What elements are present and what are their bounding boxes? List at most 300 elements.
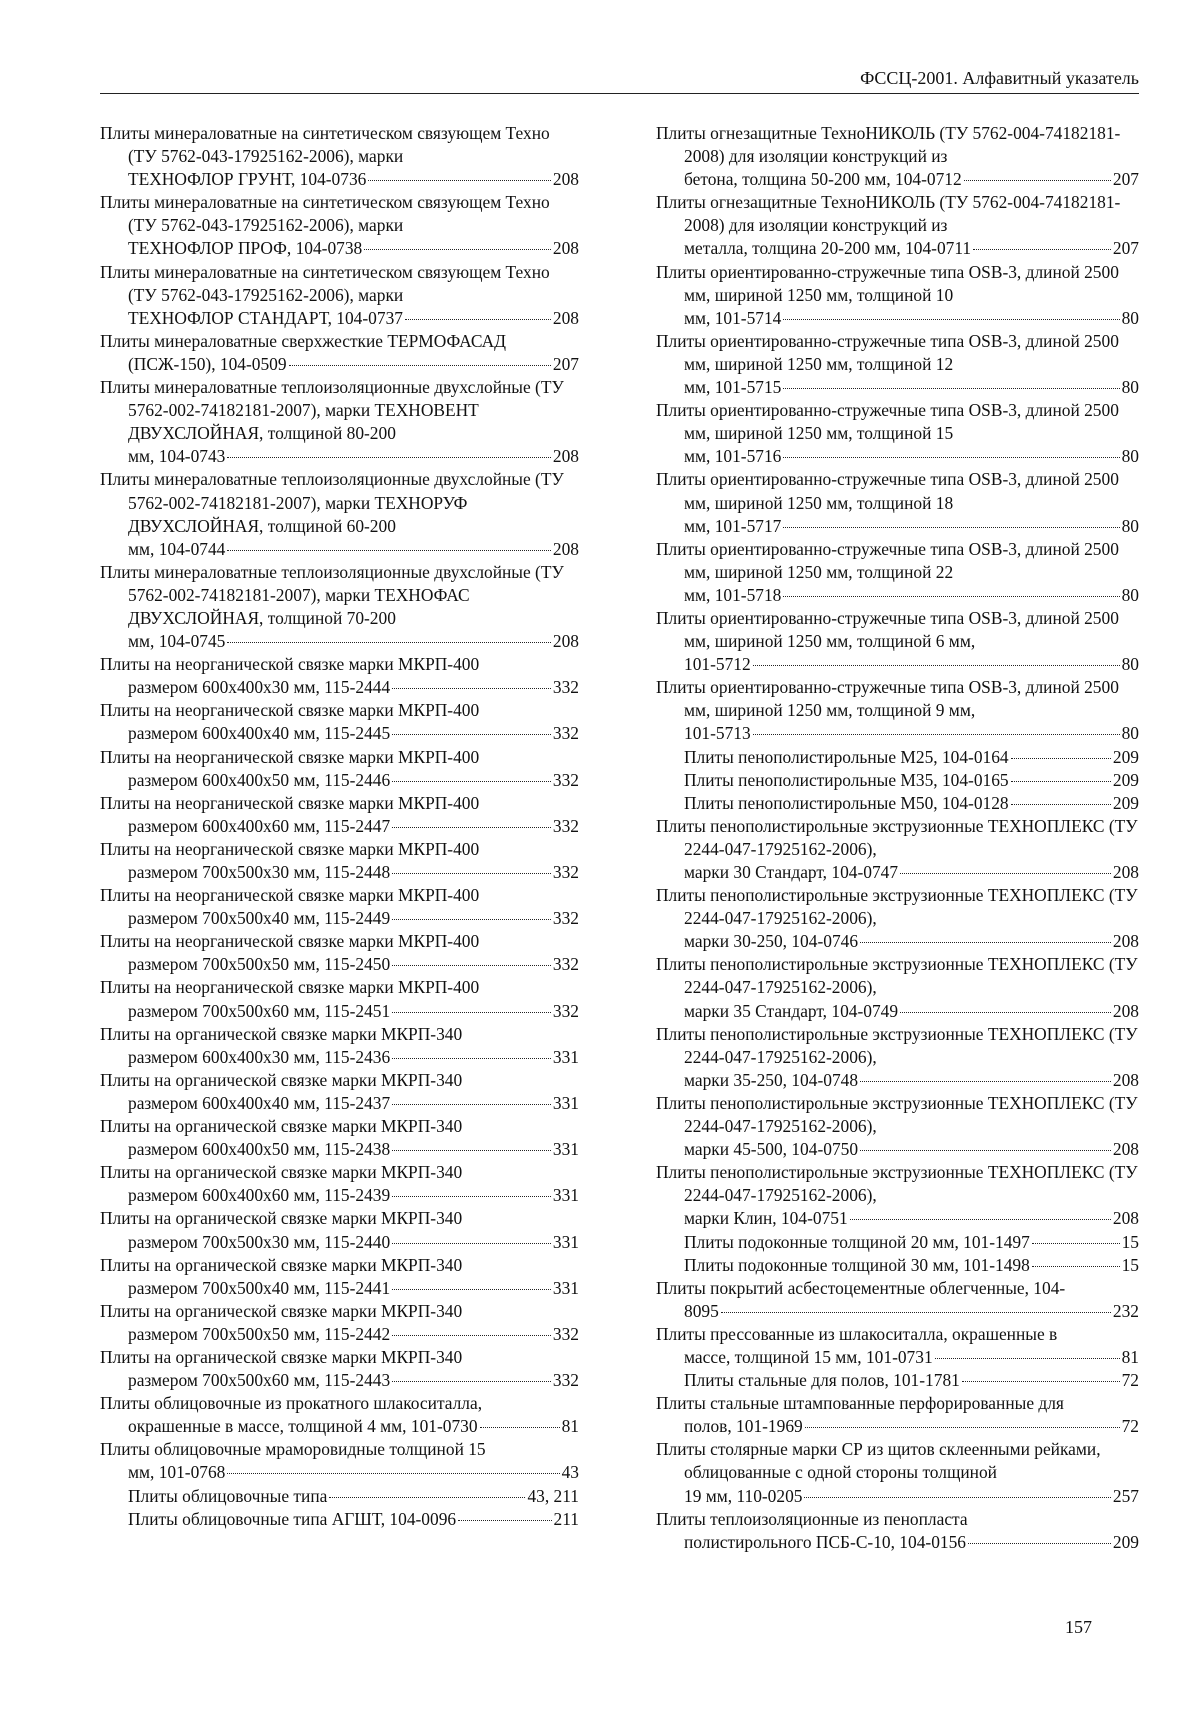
entry-page-ref: 332: [552, 954, 579, 975]
entry-text: Плиты минераловатные теплоизоляционные двухслойные (ТУ 5762-002-74182181-2007), марки ТЕХНОВЕНТ ДВУХСЛОЙНАЯ, толщиной 80-200: [100, 377, 564, 444]
entry-last-line: [128, 1046, 579, 1069]
entry-last-line: [128, 1231, 579, 1254]
dot-leader: [1011, 758, 1111, 759]
entry-page-ref: 332: [552, 815, 579, 836]
dot-leader: [900, 873, 1111, 874]
entry-tail-text: размером 700х500х50 мм, 115-2450: [128, 954, 391, 975]
entry-text: Плиты пенополистирольные экструзионные ТЕХНОПЛЕКС (ТУ 2244-047-17925162-2006),: [656, 954, 1138, 998]
entry-tail-text: размером 600х400х60 мм, 115-2447: [128, 815, 391, 836]
dot-leader: [405, 319, 551, 320]
entry-last-line: [684, 1138, 1139, 1161]
entry-text: Плиты ориентированно-стружечные типа OSB-3, длиной 2500 мм, шириной 1250 мм, толщиной 18: [656, 469, 1119, 513]
dot-leader: [968, 1543, 1111, 1544]
entry-last-line: [128, 237, 579, 260]
entry-page-ref: 331: [552, 1185, 579, 1206]
entry-page-ref: 232: [1112, 1300, 1139, 1321]
header-title: ФССЦ-2001. Алфавитный указатель: [860, 68, 1139, 88]
entry-text: Плиты на неорганической связке марки МКРП-400: [100, 792, 480, 813]
entry-page-ref: 72: [1121, 1416, 1139, 1437]
entry-tail-text: Плиты облицовочные типа АГШТ, 104-0096: [128, 1508, 457, 1529]
index-entry: [100, 468, 579, 560]
entry-page-ref: 80: [1121, 515, 1139, 536]
entry-text: Плиты пенополистирольные экструзионные ТЕХНОПЛЕКС (ТУ 2244-047-17925162-2006),: [656, 885, 1138, 929]
entry-text: Плиты облицовочные из прокатного шлакоситалла,: [100, 1393, 483, 1414]
index-entry: [656, 676, 1139, 745]
entry-last-line: [128, 1277, 579, 1300]
entry-last-line: [684, 307, 1139, 330]
index-entry: [656, 746, 1139, 769]
dot-leader: [935, 1358, 1120, 1359]
entry-tail-text: Плиты пенополистирольные М50, 104-0128: [684, 792, 1009, 813]
entry-text: Плиты ориентированно-стружечные типа OSB-3, длиной 2500 мм, шириной 1250 мм, толщиной 15: [656, 400, 1119, 444]
dot-leader: [392, 873, 551, 874]
entry-page-ref: 332: [552, 1323, 579, 1344]
entry-tail-text: размером 700х500х40 мм, 115-2441: [128, 1277, 391, 1298]
dot-leader: [329, 1497, 525, 1498]
index-entry: [100, 1485, 579, 1508]
entry-page-ref: 81: [1121, 1346, 1139, 1367]
entry-last-line: [128, 953, 579, 976]
entry-last-line: [128, 168, 579, 191]
dot-leader: [962, 1381, 1120, 1382]
entry-page-ref: 80: [1121, 377, 1139, 398]
entry-text: Плиты пенополистирольные экструзионные ТЕХНОПЛЕКС (ТУ 2244-047-17925162-2006),: [656, 1162, 1138, 1206]
entry-text: Плиты на органической связке марки МКРП-340: [100, 1069, 463, 1090]
dot-leader: [783, 527, 1119, 528]
dot-leader: [1032, 1266, 1120, 1267]
dot-leader: [805, 1427, 1120, 1428]
entry-last-line: [128, 538, 579, 561]
entry-text: Плиты прессованные из шлакоситалла, окрашенные в: [656, 1323, 1058, 1344]
entry-tail-text: размером 700х500х60 мм, 115-2443: [128, 1370, 391, 1391]
entry-page-ref: 209: [1112, 792, 1139, 813]
index-entry: [100, 884, 579, 930]
entry-page-ref: 207: [1112, 169, 1139, 190]
dot-leader: [392, 1012, 551, 1013]
entry-last-line: [684, 1415, 1139, 1438]
entry-page-ref: 208: [552, 446, 579, 467]
entry-page-ref: 208: [1112, 1208, 1139, 1229]
index-entry: [656, 399, 1139, 468]
entry-text: Плиты минераловатные теплоизоляционные двухслойные (ТУ 5762-002-74182181-2007), марки ТЕХНОРУФ ДВУХСЛОЙНАЯ, толщиной 60-200: [100, 469, 564, 536]
entry-tail-text: ТЕХНОФЛОР СТАНДАРТ, 104-0737: [128, 307, 403, 328]
entry-page-ref: 332: [552, 862, 579, 882]
index-entry: [100, 930, 579, 976]
entry-tail-text: ТЕХНОФЛОР ПРОФ, 104-0738: [128, 238, 363, 259]
index-entry: [656, 1323, 1139, 1369]
entry-tail-text: марки 30 Стандарт, 104-0747: [684, 862, 899, 882]
entry-last-line: [684, 792, 1139, 815]
entry-last-line: [684, 1369, 1139, 1392]
dot-leader: [1032, 1243, 1120, 1244]
dot-leader: [964, 180, 1111, 181]
entry-tail-text: мм, 101-0768: [128, 1462, 226, 1483]
index-entry: [100, 1207, 579, 1253]
entry-tail-text: Плиты стальные для полов, 101-1781: [684, 1370, 960, 1391]
entry-tail-text: размером 600х400х30 мм, 115-2436: [128, 1046, 391, 1067]
entry-last-line: [128, 1000, 579, 1023]
dot-leader: [392, 1104, 551, 1105]
dot-leader: [227, 457, 551, 458]
dot-leader: [1011, 781, 1111, 782]
index-entry: [656, 953, 1139, 1022]
entry-page-ref: 207: [552, 353, 579, 374]
entry-last-line: [684, 746, 1139, 769]
index-entry: [100, 122, 579, 191]
entry-page-ref: 332: [552, 769, 579, 790]
entry-last-line: [684, 1346, 1139, 1369]
entry-text: Плиты на неорганической связке марки МКРП-400: [100, 746, 480, 767]
index-entry: [100, 653, 579, 699]
entry-last-line: [128, 1323, 579, 1346]
entry-tail-text: размером 700х500х60 мм, 115-2451: [128, 1000, 391, 1021]
dot-leader: [783, 388, 1119, 389]
entry-text: Плиты на неорганической связке марки МКРП-400: [100, 885, 480, 906]
index-entry: [656, 468, 1139, 537]
entry-text: Плиты на неорганической связке марки МКРП-400: [100, 931, 480, 952]
entry-last-line: [684, 584, 1139, 607]
entry-last-line: [684, 769, 1139, 792]
entry-text: Плиты минераловатные сверхжесткие ТЕРМОФАСАД: [100, 330, 507, 351]
dot-leader: [850, 1219, 1111, 1220]
index-entry: [100, 1392, 579, 1438]
index-entry: [100, 1161, 579, 1207]
entry-last-line: [128, 1369, 579, 1392]
entry-tail-text: размером 700х500х50 мм, 115-2442: [128, 1323, 391, 1344]
entry-page-ref: 15: [1121, 1254, 1139, 1275]
entry-tail-text: размером 600х400х40 мм, 115-2445: [128, 723, 391, 744]
entry-last-line: [684, 237, 1139, 260]
entry-tail-text: размером 600х400х30 мм, 115-2444: [128, 677, 391, 698]
entry-last-line: [684, 722, 1139, 745]
entry-last-line: [684, 376, 1139, 399]
index-entry: [100, 699, 579, 745]
entry-page-ref: 209: [1112, 1531, 1139, 1552]
dot-leader: [392, 1058, 551, 1059]
index-entry: [100, 792, 579, 838]
entry-tail-text: марки 35 Стандарт, 104-0749: [684, 1000, 899, 1021]
entry-last-line: [128, 1184, 579, 1207]
entry-text: Плиты на неорганической связке марки МКРП-400: [100, 654, 480, 675]
entry-tail-text: размером 700х500х40 мм, 115-2449: [128, 908, 391, 929]
entry-last-line: [128, 1485, 579, 1508]
entry-page-ref: 43: [561, 1462, 579, 1483]
dot-leader: [227, 1473, 559, 1474]
entry-tail-text: размером 700х500х30 мм, 115-2448: [128, 862, 391, 882]
entry-tail-text: 101-5712: [684, 654, 751, 675]
entry-last-line: [684, 1254, 1139, 1277]
entry-tail-text: Плиты подоконные толщиной 30 мм, 101-1498: [684, 1254, 1030, 1275]
entry-text: Плиты минераловатные на синтетическом связующем Техно (ТУ 5762-043-17925162-2006), марки: [100, 261, 550, 305]
entry-page-ref: 80: [1121, 584, 1139, 605]
index-column-left: [100, 122, 579, 1531]
entry-last-line: [128, 445, 579, 468]
page-number: 157: [1065, 1617, 1092, 1637]
entry-last-line: [128, 907, 579, 930]
entry-tail-text: мм, 101-5717: [684, 515, 782, 536]
entry-tail-text: бетона, толщина 50-200 мм, 104-0712: [684, 169, 962, 190]
index-entry: [656, 607, 1139, 676]
entry-page-ref: 43, 211: [527, 1485, 579, 1506]
entry-last-line: [128, 353, 579, 376]
entry-page-ref: 80: [1121, 723, 1139, 744]
entry-text: Плиты минераловатные на синтетическом связующем Техно (ТУ 5762-043-17925162-2006), марки: [100, 192, 550, 236]
index-entry: [656, 1508, 1139, 1554]
entry-tail-text: мм, 101-5718: [684, 584, 782, 605]
entry-last-line: [128, 815, 579, 838]
entry-last-line: [128, 1461, 579, 1484]
dot-leader: [392, 734, 551, 735]
entry-page-ref: 80: [1121, 446, 1139, 467]
dot-leader: [392, 1381, 551, 1382]
entry-last-line: [128, 1508, 579, 1531]
entry-tail-text: полистирольного ПСБ-С-10, 104-0156: [684, 1531, 966, 1552]
entry-page-ref: 208: [552, 238, 579, 259]
dot-leader: [392, 827, 551, 828]
entry-tail-text: мм, 104-0743: [128, 446, 226, 467]
index-column-right: [656, 122, 1139, 1554]
entry-last-line: [128, 769, 579, 792]
entry-tail-text: металла, толщина 20-200 мм, 104-0711: [684, 238, 972, 259]
entry-text: Плиты на органической связке марки МКРП-340: [100, 1208, 463, 1229]
entry-text: Плиты пенополистирольные экструзионные ТЕХНОПЛЕКС (ТУ 2244-047-17925162-2006),: [656, 1023, 1138, 1067]
entry-last-line: [128, 1092, 579, 1115]
entry-tail-text: окрашенные в массе, толщиной 4 мм, 101-0730: [128, 1416, 478, 1437]
entry-tail-text: 101-5713: [684, 723, 751, 744]
dot-leader: [783, 319, 1119, 320]
index-entry: [656, 538, 1139, 607]
dot-leader: [392, 1150, 551, 1151]
dot-leader: [392, 965, 551, 966]
index-entry: [100, 1438, 579, 1484]
entry-text: Плиты облицовочные мраморовидные толщиной 15: [100, 1439, 486, 1460]
index-entry: [100, 376, 579, 468]
entry-text: Плиты на органической связке марки МКРП-340: [100, 1254, 463, 1275]
entry-last-line: [128, 722, 579, 745]
index-entry: [656, 1369, 1139, 1392]
index-entry: [100, 561, 579, 653]
entry-tail-text: марки 45-500, 104-0750: [684, 1139, 859, 1160]
dot-leader: [392, 1243, 551, 1244]
index-entry: [656, 1161, 1139, 1230]
entry-page-ref: 208: [1112, 1000, 1139, 1021]
entry-page-ref: 331: [552, 1277, 579, 1298]
index-entry: [100, 1023, 579, 1069]
dot-leader: [289, 365, 551, 366]
entry-page-ref: 208: [1112, 1139, 1139, 1160]
dot-leader: [392, 781, 551, 782]
entry-tail-text: мм, 101-5716: [684, 446, 782, 467]
entry-text: Плиты на органической связке марки МКРП-340: [100, 1023, 463, 1044]
index-entry: [656, 1392, 1139, 1438]
entry-tail-text: мм, 101-5715: [684, 377, 782, 398]
index-entry: [100, 838, 579, 884]
index-entry: [656, 884, 1139, 953]
entry-text: Плиты ориентированно-стружечные типа OSB-3, длиной 2500 мм, шириной 1250 мм, толщиной 9 мм,: [656, 677, 1119, 721]
entry-tail-text: мм, 101-5714: [684, 307, 782, 328]
entry-tail-text: 8095: [684, 1300, 719, 1321]
entry-tail-text: марки 30-250, 104-0746: [684, 931, 859, 952]
dot-leader: [860, 1150, 1111, 1151]
entry-text: Плиты на неорганической связке марки МКРП-400: [100, 838, 480, 859]
entry-last-line: [684, 1485, 1139, 1508]
entry-text: Плиты ориентированно-стружечные типа OSB-3, длиной 2500 мм, шириной 1250 мм, толщиной 22: [656, 538, 1119, 582]
entry-page-ref: 208: [1112, 1069, 1139, 1090]
entry-tail-text: массе, толщиной 15 мм, 101-0731: [684, 1346, 933, 1367]
entry-tail-text: (ПСЖ-150), 104-0509: [128, 353, 287, 374]
entry-page-ref: 208: [552, 631, 579, 652]
entry-page-ref: 331: [552, 1092, 579, 1113]
entry-last-line: [684, 515, 1139, 538]
entry-tail-text: Плиты пенополистирольные М25, 104-0164: [684, 746, 1009, 767]
entry-last-line: [684, 930, 1139, 953]
entry-page-ref: 332: [552, 677, 579, 698]
dot-leader: [804, 1497, 1110, 1498]
index-entry: [100, 1069, 579, 1115]
index-entry: [656, 769, 1139, 792]
entry-tail-text: размером 700х500х30 мм, 115-2440: [128, 1231, 391, 1252]
dot-leader: [721, 1312, 1111, 1313]
entry-text: Плиты покрытий асбестоцементные облегченные, 104-: [656, 1277, 1066, 1298]
entry-last-line: [684, 1069, 1139, 1092]
index-entry: [100, 976, 579, 1022]
entry-last-line: [684, 168, 1139, 191]
entry-text: Плиты минераловатные на синтетическом связующем Техно (ТУ 5762-043-17925162-2006), марки: [100, 123, 550, 167]
entry-text: Плиты пенополистирольные экструзионные ТЕХНОПЛЕКС (ТУ 2244-047-17925162-2006),: [656, 1092, 1138, 1137]
index-entry: [656, 330, 1139, 399]
entry-text: Плиты на органической связке марки МКРП-340: [100, 1346, 463, 1367]
entry-tail-text: ТЕХНОФЛОР ГРУНТ, 104-0736: [128, 169, 367, 190]
entry-page-ref: 332: [552, 723, 579, 744]
index-entry: [656, 1023, 1139, 1092]
dot-leader: [860, 942, 1111, 943]
entry-last-line: [684, 1207, 1139, 1230]
dot-leader: [392, 688, 551, 689]
index-entry: [100, 330, 579, 376]
entry-text: Плиты на органической связке марки МКРП-340: [100, 1300, 463, 1321]
entry-tail-text: полов, 101-1969: [684, 1416, 803, 1437]
dot-leader: [458, 1520, 551, 1521]
entry-last-line: [128, 861, 579, 884]
entry-text: Плиты ориентированно-стружечные типа OSB-3, длиной 2500 мм, шириной 1250 мм, толщиной 12: [656, 330, 1119, 374]
dot-leader: [392, 1289, 551, 1290]
entry-tail-text: 19 мм, 110-0205: [684, 1485, 803, 1506]
entry-last-line: [128, 630, 579, 653]
dot-leader: [753, 734, 1120, 735]
entry-tail-text: размером 600х400х60 мм, 115-2439: [128, 1185, 391, 1206]
entry-tail-text: марки 35-250, 104-0748: [684, 1069, 859, 1090]
entry-page-ref: 332: [552, 1000, 579, 1021]
dot-leader: [860, 1081, 1111, 1082]
entry-page-ref: 208: [552, 169, 579, 190]
entry-page-ref: 81: [561, 1416, 579, 1437]
dot-leader: [973, 249, 1111, 250]
entry-page-ref: 257: [1112, 1485, 1139, 1506]
entry-text: Плиты на неорганической связке марки МКРП-400: [100, 977, 480, 998]
index-entry: [100, 1254, 579, 1300]
entry-text: Плиты столярные марки СР из щитов склеенными рейками, облицованные с одной стороны толщиной: [656, 1439, 1101, 1483]
dot-leader: [227, 550, 551, 551]
entry-tail-text: Плиты облицовочные типа: [128, 1485, 328, 1506]
entry-last-line: [128, 307, 579, 330]
index-entry: [100, 1346, 579, 1392]
dot-leader: [900, 1012, 1111, 1013]
entry-page-ref: 80: [1121, 654, 1139, 675]
entry-text: Плиты на неорганической связке марки МКРП-400: [100, 700, 480, 721]
entry-page-ref: 15: [1121, 1231, 1139, 1252]
entry-last-line: [684, 445, 1139, 468]
entry-text: Плиты на органической связке марки МКРП-340: [100, 1162, 463, 1183]
entry-page-ref: 209: [1112, 746, 1139, 767]
dot-leader: [753, 665, 1120, 666]
dot-leader: [392, 1196, 551, 1197]
index-entry: [656, 122, 1139, 191]
dot-leader: [480, 1427, 560, 1428]
entry-text: Плиты пенополистирольные экструзионные ТЕХНОПЛЕКС (ТУ 2244-047-17925162-2006),: [656, 815, 1138, 859]
entry-last-line: [684, 861, 1139, 884]
dot-leader: [783, 457, 1119, 458]
entry-page-ref: 80: [1121, 307, 1139, 328]
entry-page-ref: 209: [1112, 769, 1139, 790]
entry-page-ref: 72: [1121, 1370, 1139, 1391]
entry-text: Плиты огнезащитные ТехноНИКОЛЬ (ТУ 5762-004-74182181-2008) для изоляции конструкций из: [656, 123, 1121, 167]
entry-tail-text: мм, 104-0744: [128, 538, 226, 559]
dot-leader: [783, 596, 1119, 597]
dot-leader: [227, 642, 551, 643]
entry-last-line: [128, 676, 579, 699]
dot-leader: [368, 180, 551, 181]
dot-leader: [392, 919, 551, 920]
index-entry: [656, 1231, 1139, 1254]
index-entry: [100, 746, 579, 792]
index-entry: [656, 815, 1139, 884]
entry-text: Плиты ориентированно-стружечные типа OSB-3, длиной 2500 мм, шириной 1250 мм, толщиной 6 мм,: [656, 607, 1119, 652]
entry-text: Плиты стальные штампованные перфорированные для: [656, 1393, 1064, 1414]
index-entry: [656, 1254, 1139, 1277]
entry-tail-text: размером 600х400х50 мм, 115-2438: [128, 1139, 391, 1160]
entry-text: Плиты ориентированно-стружечные типа OSB-3, длиной 2500 мм, шириной 1250 мм, толщиной 10: [656, 261, 1119, 305]
entry-tail-text: Плиты подоконные толщиной 20 мм, 101-1497: [684, 1231, 1030, 1252]
entry-last-line: [684, 1000, 1139, 1023]
entry-page-ref: 332: [552, 1370, 579, 1391]
entry-text: Плиты на органической связке марки МКРП-340: [100, 1116, 463, 1137]
entry-last-line: [128, 1415, 579, 1438]
entry-page-ref: 208: [552, 307, 579, 328]
entry-page-ref: 331: [552, 1046, 579, 1067]
entry-text: Плиты минераловатные теплоизоляционные двухслойные (ТУ 5762-002-74182181-2007), марки ТЕХНОФАС ДВУХСЛОЙНАЯ, толщиной 70-200: [100, 561, 564, 628]
index-entry: [656, 792, 1139, 815]
entry-page-ref: 332: [552, 908, 579, 929]
entry-page-ref: 208: [552, 538, 579, 559]
entry-page-ref: 331: [552, 1139, 579, 1160]
index-entry: [656, 191, 1139, 260]
index-entry: [656, 261, 1139, 330]
entry-page-ref: 207: [1112, 238, 1139, 259]
index-entry: [656, 1438, 1139, 1507]
index-entry: [100, 191, 579, 260]
index-entry: [100, 1115, 579, 1161]
entry-text: Плиты огнезащитные ТехноНИКОЛЬ (ТУ 5762-004-74182181-2008) для изоляции конструкций из: [656, 192, 1121, 236]
index-entry: [656, 1092, 1139, 1161]
index-entry: [100, 1300, 579, 1346]
entry-last-line: [684, 1300, 1139, 1323]
entry-tail-text: мм, 104-0745: [128, 631, 226, 652]
entry-tail-text: марки Клин, 104-0751: [684, 1208, 848, 1229]
entry-tail-text: размером 600х400х50 мм, 115-2446: [128, 769, 391, 790]
index-entry: [656, 1277, 1139, 1323]
index-entry: [100, 1508, 579, 1531]
dot-leader: [392, 1335, 551, 1336]
